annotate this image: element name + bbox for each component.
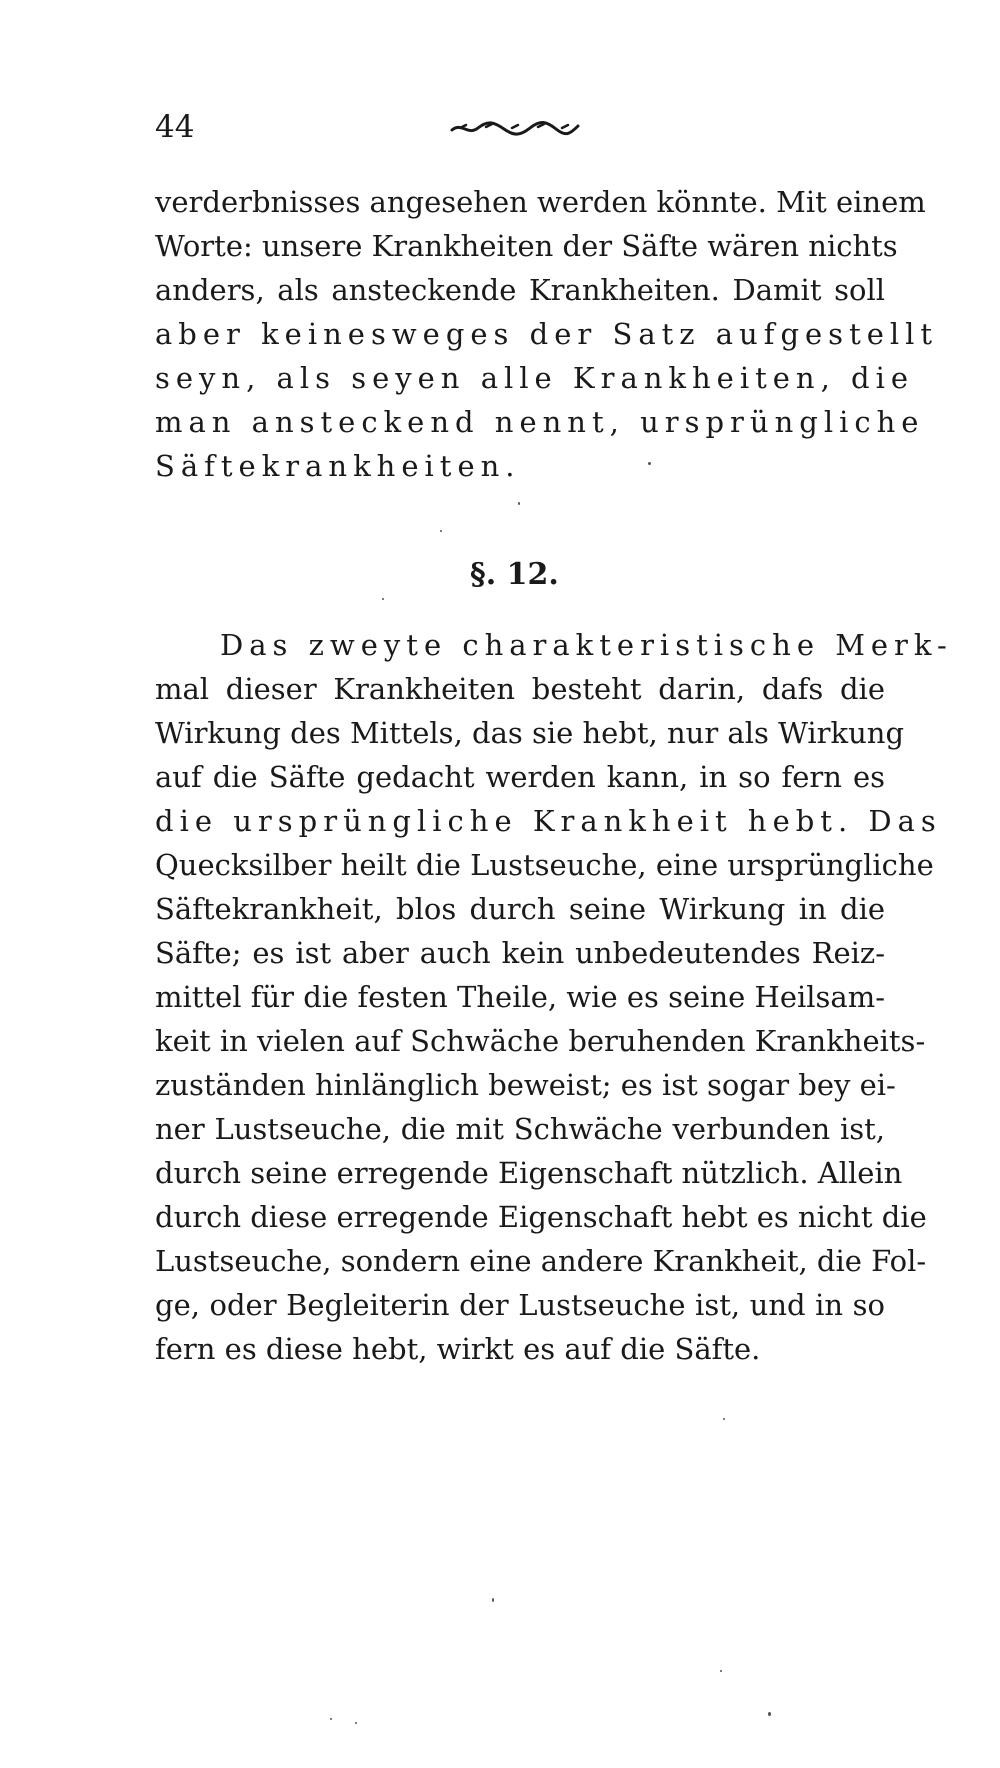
text-line: durch seine erregende Eigenschaft nützlich. Allein — [155, 1156, 903, 1190]
text-line: fern es diese hebt, wirkt es auf die Säfte. — [155, 1332, 761, 1366]
text-line: auf die Säfte gedacht werden kann, in so fern es — [155, 760, 885, 794]
text-line: Worte: unsere Krankheiten der Säfte wären nichts — [155, 229, 898, 263]
paper-speck — [440, 530, 442, 532]
text-line: ner Lustseuche, die mit Schwäche verbunden ist, — [155, 1112, 885, 1146]
text-line: verderbnisses angesehen werden könnte. Mit einem — [155, 185, 926, 219]
text-line: Quecksilber heilt die Lustseuche, eine ursprüngliche — [155, 848, 934, 882]
paper-speck — [648, 462, 651, 465]
ornament-rule-icon — [450, 116, 580, 140]
paper-speck — [330, 1718, 332, 1720]
text-line: man ansteckend nennt, ursprüngliche — [155, 405, 925, 439]
text-line: die ursprüngliche Krankheit hebt. Das — [155, 804, 942, 838]
text-line: ge, oder Begleiterin der Lustseuche ist, und in so — [155, 1288, 885, 1322]
page-number: 44 — [155, 109, 195, 145]
paper-speck — [518, 502, 520, 505]
text-line: durch diese erregende Eigenschaft hebt es nicht die — [155, 1200, 927, 1234]
paper-speck — [723, 1418, 725, 1420]
text-line: Säfte; es ist aber auch kein unbedeutendes Reiz- — [155, 936, 885, 970]
text-line: keit in vielen auf Schwäche beruhenden Krankheits- — [155, 1024, 926, 1058]
text-line: mal dieser Krankheiten besteht darin, dafs die — [155, 672, 885, 706]
paper-speck — [720, 1670, 722, 1672]
text-line: seyn, als seyen alle Krankheiten, die — [155, 361, 915, 395]
paper-speck — [382, 598, 384, 600]
text-line: anders, als ansteckende Krankheiten. Damit soll — [155, 273, 885, 307]
paper-speck — [768, 1712, 771, 1716]
text-line: mittel für die festen Theile, wie es seine Heilsam- — [155, 980, 885, 1014]
text-line: Säftekrankheiten. — [155, 449, 521, 483]
paper-speck — [492, 1598, 494, 1602]
section-heading: §. 12. — [470, 557, 559, 592]
text-line: zuständen hinlänglich beweist; es ist sogar bey ei- — [155, 1068, 896, 1102]
text-line: Lustseuche, sondern eine andere Krankheit, die Fol- — [155, 1244, 927, 1278]
paragraph-continued — [155, 180, 939, 488]
paper-speck — [355, 1722, 357, 1724]
text-line: Wirkung des Mittels, das sie hebt, nur als Wirkung — [155, 716, 905, 750]
text-line: Säftekrankheit, blos durch seine Wirkung in die — [155, 892, 885, 926]
paragraph-section-12 — [155, 623, 953, 1371]
text-line: Das zweyte charakteristische Merk- — [220, 628, 953, 662]
text-line: aber keinesweges der Satz aufgestellt — [155, 317, 939, 351]
